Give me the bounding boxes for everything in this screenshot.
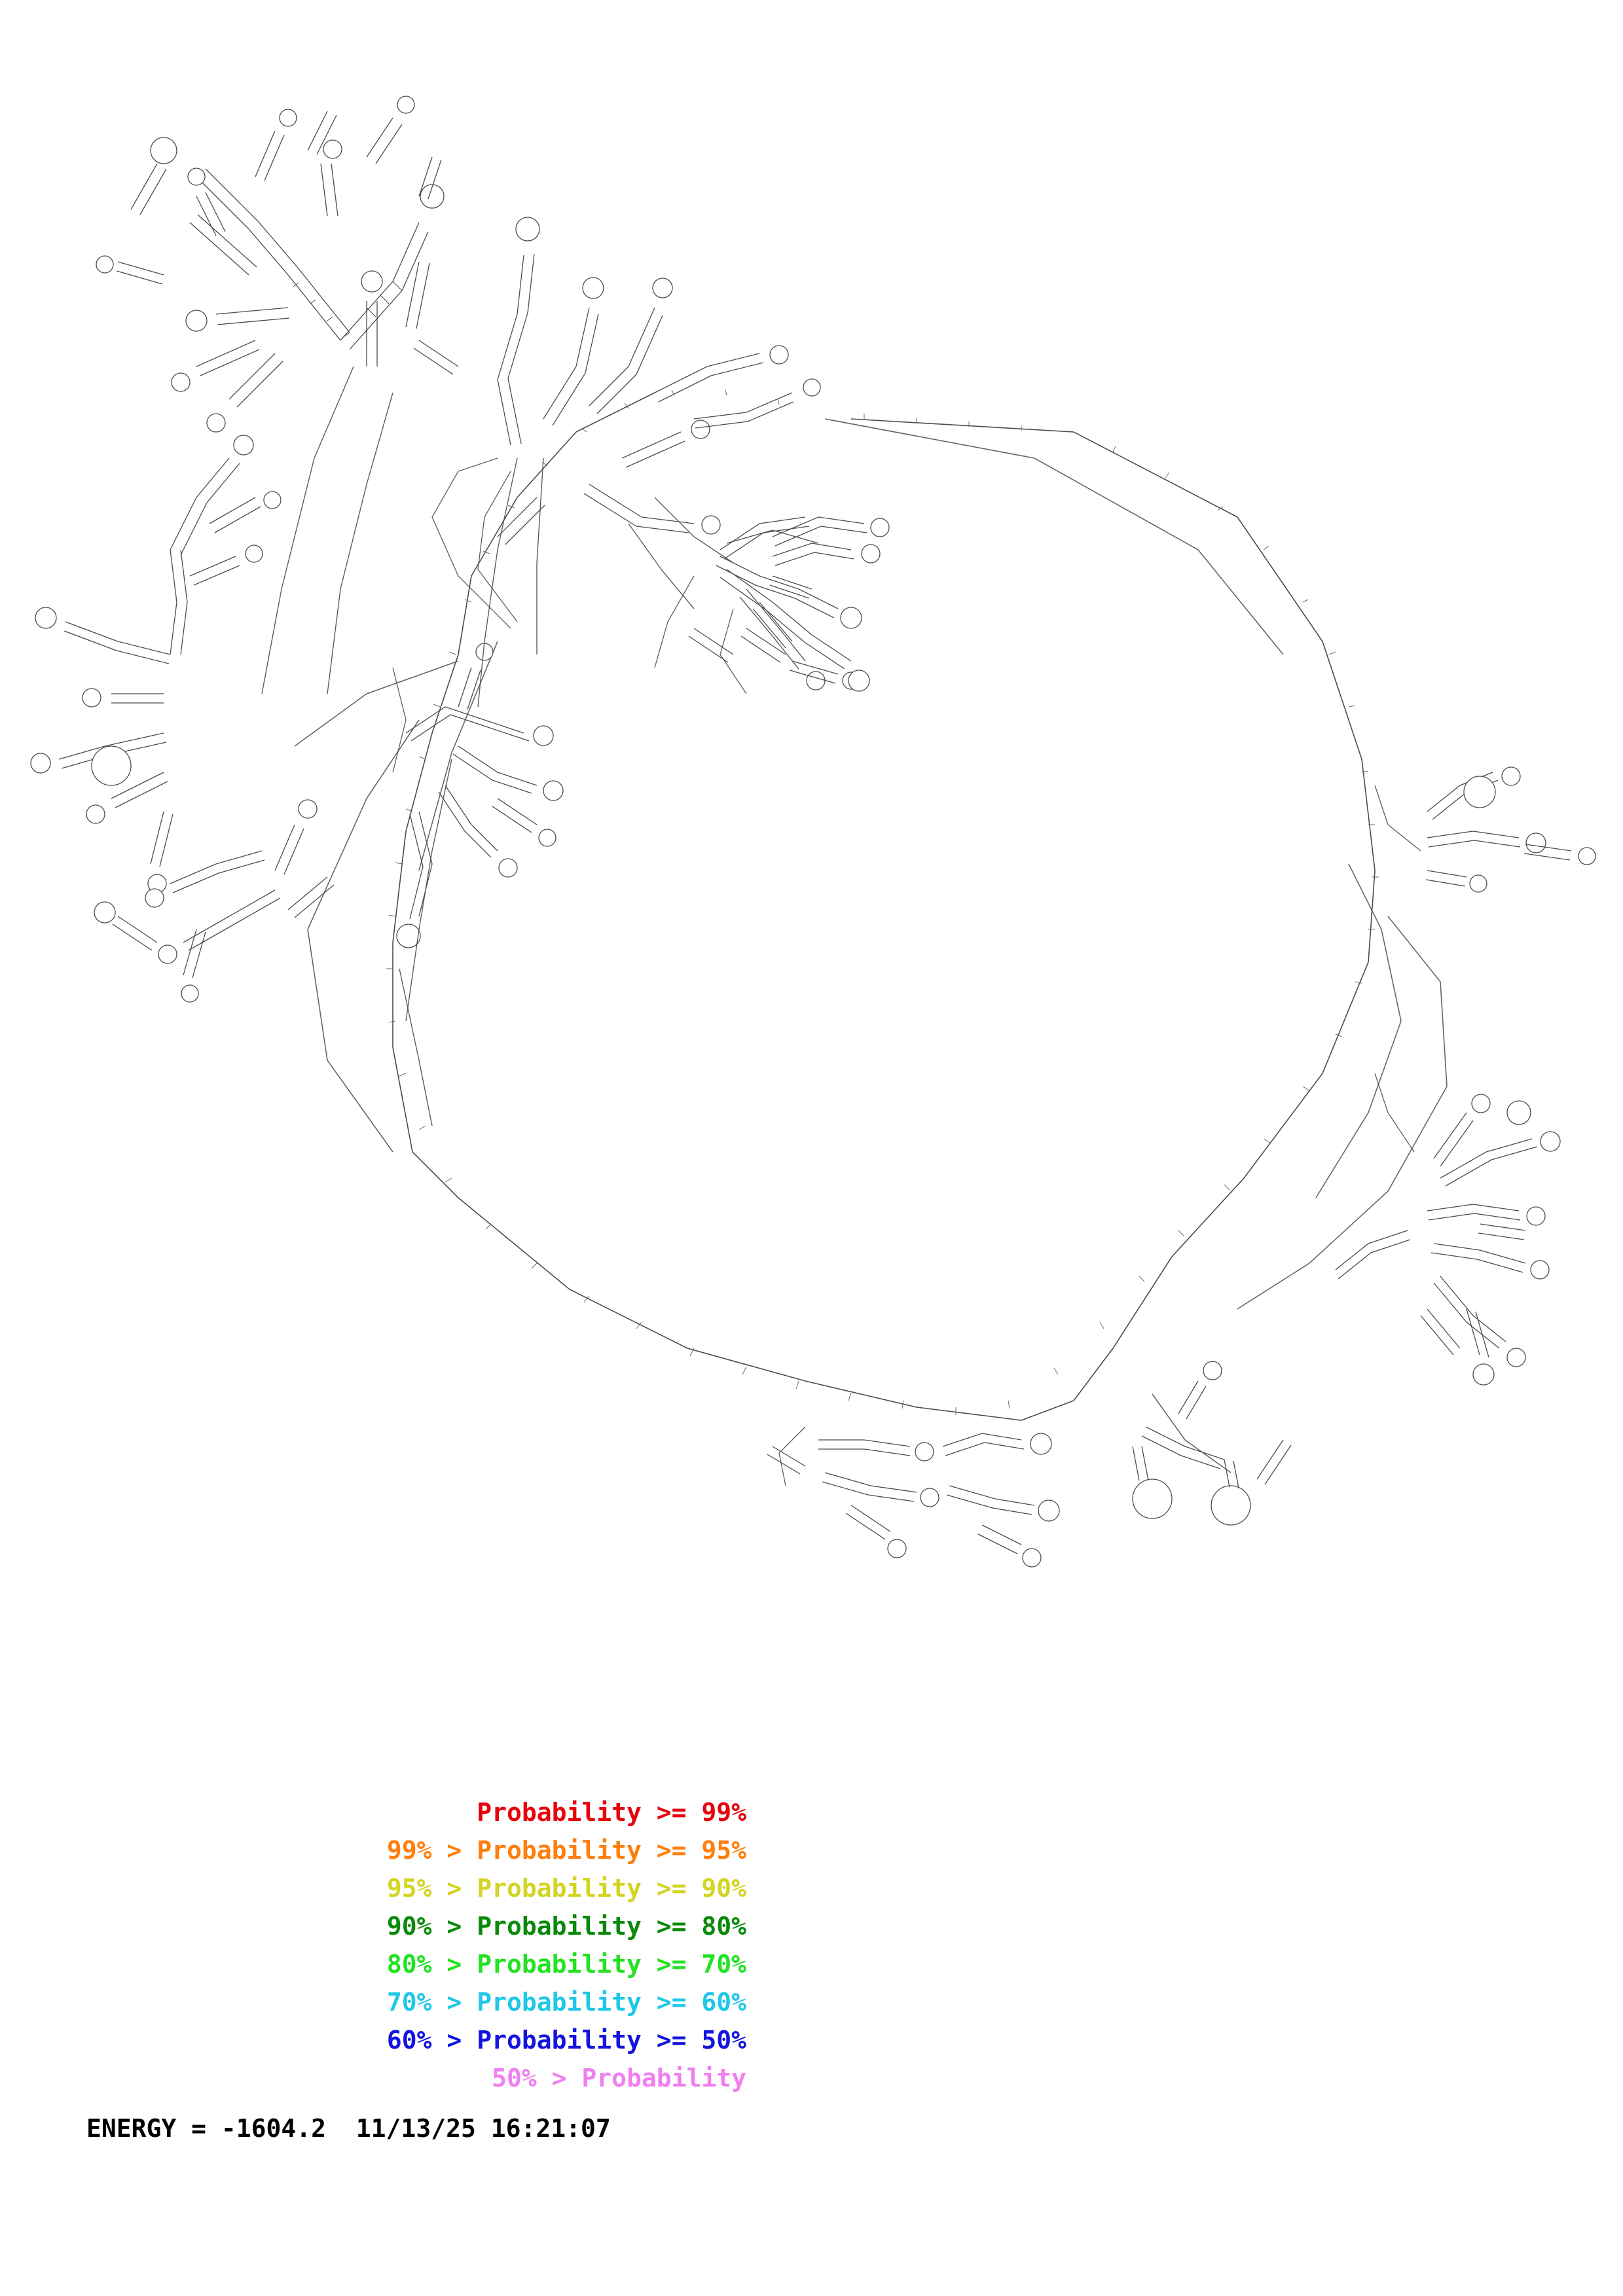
helix-cluster-left-lower [94, 800, 334, 1002]
legend-row-50: 60% > Probability >= 50% [386, 2026, 746, 2054]
legend-row-80: 90% > Probability >= 80% [386, 1912, 746, 1941]
legend-row-70: 80% > Probability >= 70% [386, 1950, 746, 1979]
helix-cluster-center [689, 517, 812, 662]
legend-row-99: Probability >= 99% [477, 1798, 746, 1827]
helix-cluster-right-lower [1336, 1073, 1560, 1385]
probability-legend [86, 1793, 877, 2143]
legend-row-90: 95% > Probability >= 90% [386, 1874, 746, 1903]
helix-cluster-top-left [131, 137, 444, 432]
helix-cluster-top-left-inner [96, 96, 414, 284]
helix-cluster-right-upper [1375, 767, 1546, 892]
long-connectors [262, 367, 733, 1126]
energy-timestamp-line: ENERGY = -1604.2 11/13/25 16:21:07 [86, 2114, 611, 2143]
helix-cluster-center-upper [432, 458, 880, 694]
helix-cluster-upper-mid [414, 217, 820, 545]
helix-cluster-left [31, 435, 281, 893]
legend-row-below-50: 50% > Probability [492, 2064, 746, 2092]
legend-row-60: 70% > Probability >= 60% [386, 1988, 746, 2017]
helix-cluster-bottom-right [1133, 1361, 1291, 1525]
legend-row-95: 99% > Probability >= 95% [386, 1836, 746, 1865]
helix-cluster-bottom [767, 1427, 1059, 1567]
